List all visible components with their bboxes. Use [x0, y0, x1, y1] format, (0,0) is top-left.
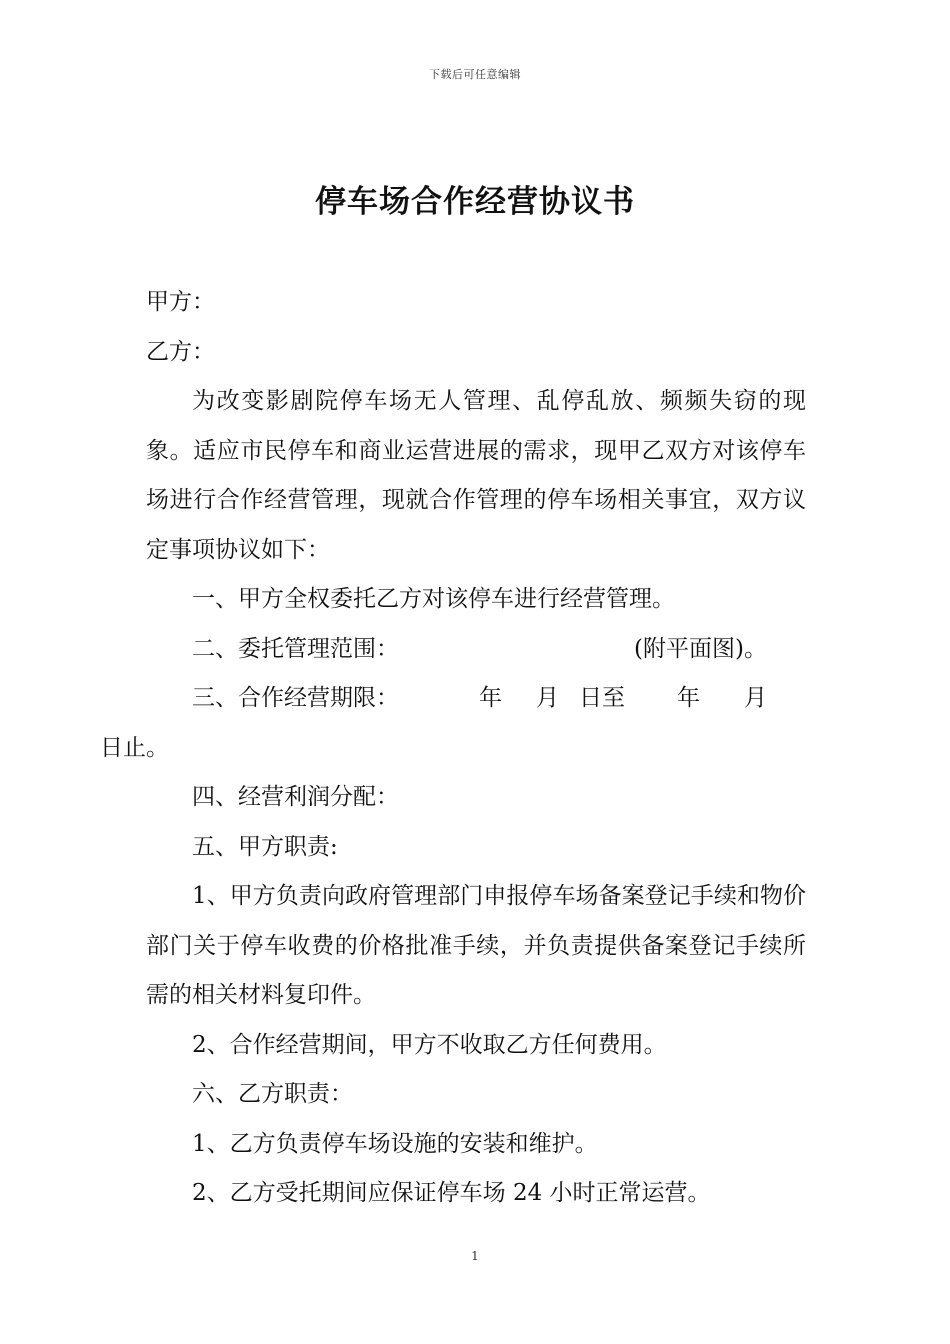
header-note: 下载后可任意编辑 [429, 68, 521, 81]
clause-3-day-to: 日至 [579, 685, 625, 711]
clause-2-label: 二、委托管理范围： [192, 635, 399, 662]
clause-2-suffix: (附平面图)。 [634, 635, 767, 662]
clause-6-item-1: 1、乙方负责停车场设施的安装和维护。 [192, 1130, 598, 1157]
clause-6-item-2: 2、乙方受托期间应保证停车场 24 小时正常运营。 [192, 1180, 711, 1206]
intro-paragraph: 为改变影剧院停车场无人管理、乱停乱放、频频失窃的现象。适应市民停车和商业运营进展的需求，现甲乙双方对该停车场进行合作经营管理，现就合作管理的停车场相关事宜，双方议定事项协议如下： [146, 388, 806, 563]
clause-3-year-1: 年 [479, 685, 502, 711]
clause-3-label: 三、合作经营期限： [192, 685, 399, 711]
clause-3-end: 日止。 [100, 734, 169, 761]
page-number: 1 [471, 1249, 479, 1263]
clause-2 [146, 625, 806, 675]
clause-5-item-2: 2、合作经营期间，甲方不收取乙方任何费用。 [192, 1031, 667, 1058]
document-body [100, 278, 806, 1219]
clause-3-month-1: 月 [536, 685, 559, 711]
clause-1: 一、甲方全权委托乙方对该停车进行经营管理。 [192, 586, 675, 612]
document-title: 停车场合作经营协议书 [315, 184, 635, 220]
clause-4: 四、经营利润分配： [192, 784, 399, 810]
clause-6: 六、乙方职责： [192, 1081, 353, 1107]
clause-5-item-1: 1、甲方负责向政府管理部门申报停车场备案登记手续和物价部门关于停车收费的价格批准手续，并负责提供备案登记手续所需的相关材料复印件。 [146, 883, 806, 1008]
clause-3-year-2: 年 [677, 685, 700, 711]
party-b-line: 乙方： [146, 338, 215, 365]
clause-3-month-2: 月 [744, 685, 767, 711]
party-a-line: 甲方： [146, 289, 215, 315]
clause-5: 五、甲方职责: [192, 833, 338, 860]
clause-3 [100, 674, 806, 773]
